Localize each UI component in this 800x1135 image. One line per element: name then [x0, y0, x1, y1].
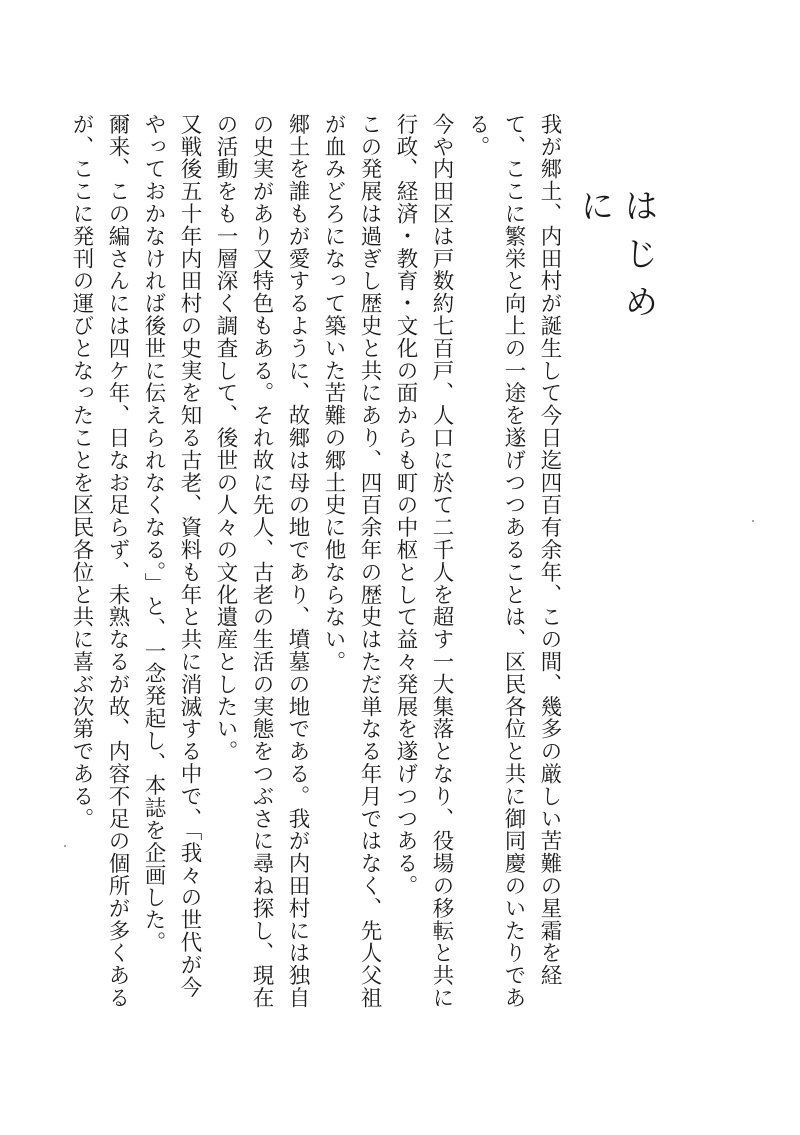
scan-speck: [64, 845, 66, 847]
paragraph-2: 今や内田区は戸数約七百戸、人口に於て二千人を超す一大集落となり、役場の移転と共に行政、経済・教育・文化の面からも町の中枢として益々発展を遂げつつある。: [393, 113, 454, 1009]
paragraph-6: 爾来、この編さんには四ケ年、日なお足らず、未熟なるが故、内容不足の個所が多くあるが、ここに発刊の運びとなったことを区民各位と共に喜ぶ次第である。: [69, 113, 130, 1009]
paragraph-3: この発展は過ぎし歴史と共にあり、四百余年の歴史はただ単なる年月ではなく、先人父祖が血みどろになって築いた苦難の郷土史に他ならない。: [321, 113, 382, 1009]
paragraph-4: 郷土を誰もが愛するように、故郷は母の地であり、墳墓の地である。我が内田村には独自の史実があり又特色もある。それ故に先人、古老の生活の実態をつぶさに尋ね探し、現在の活動をも一層深く調査して、後世の人々の文化遺産としたい。: [213, 113, 310, 1009]
scan-speck: [752, 520, 754, 522]
body-text: [69, 113, 567, 1018]
paragraph-5: 又戦後五十年内田村の史実を知る古老、資料も年と共に消滅する中で、「我々の世代が今やっておかなければ後世に伝えられなくなる。」と、一念発起し、本誌を企画した。: [141, 113, 202, 999]
page-title: はじめに: [574, 188, 658, 332]
paragraph-1: 我が郷土、内田村が誕生して今日迄四百有余年、この間、幾多の厳しい苦難の星霜を経て、ここに繁栄と向上の一途を遂げつつあることは、区民各位と共に御同慶のいたりである。: [465, 113, 562, 1009]
